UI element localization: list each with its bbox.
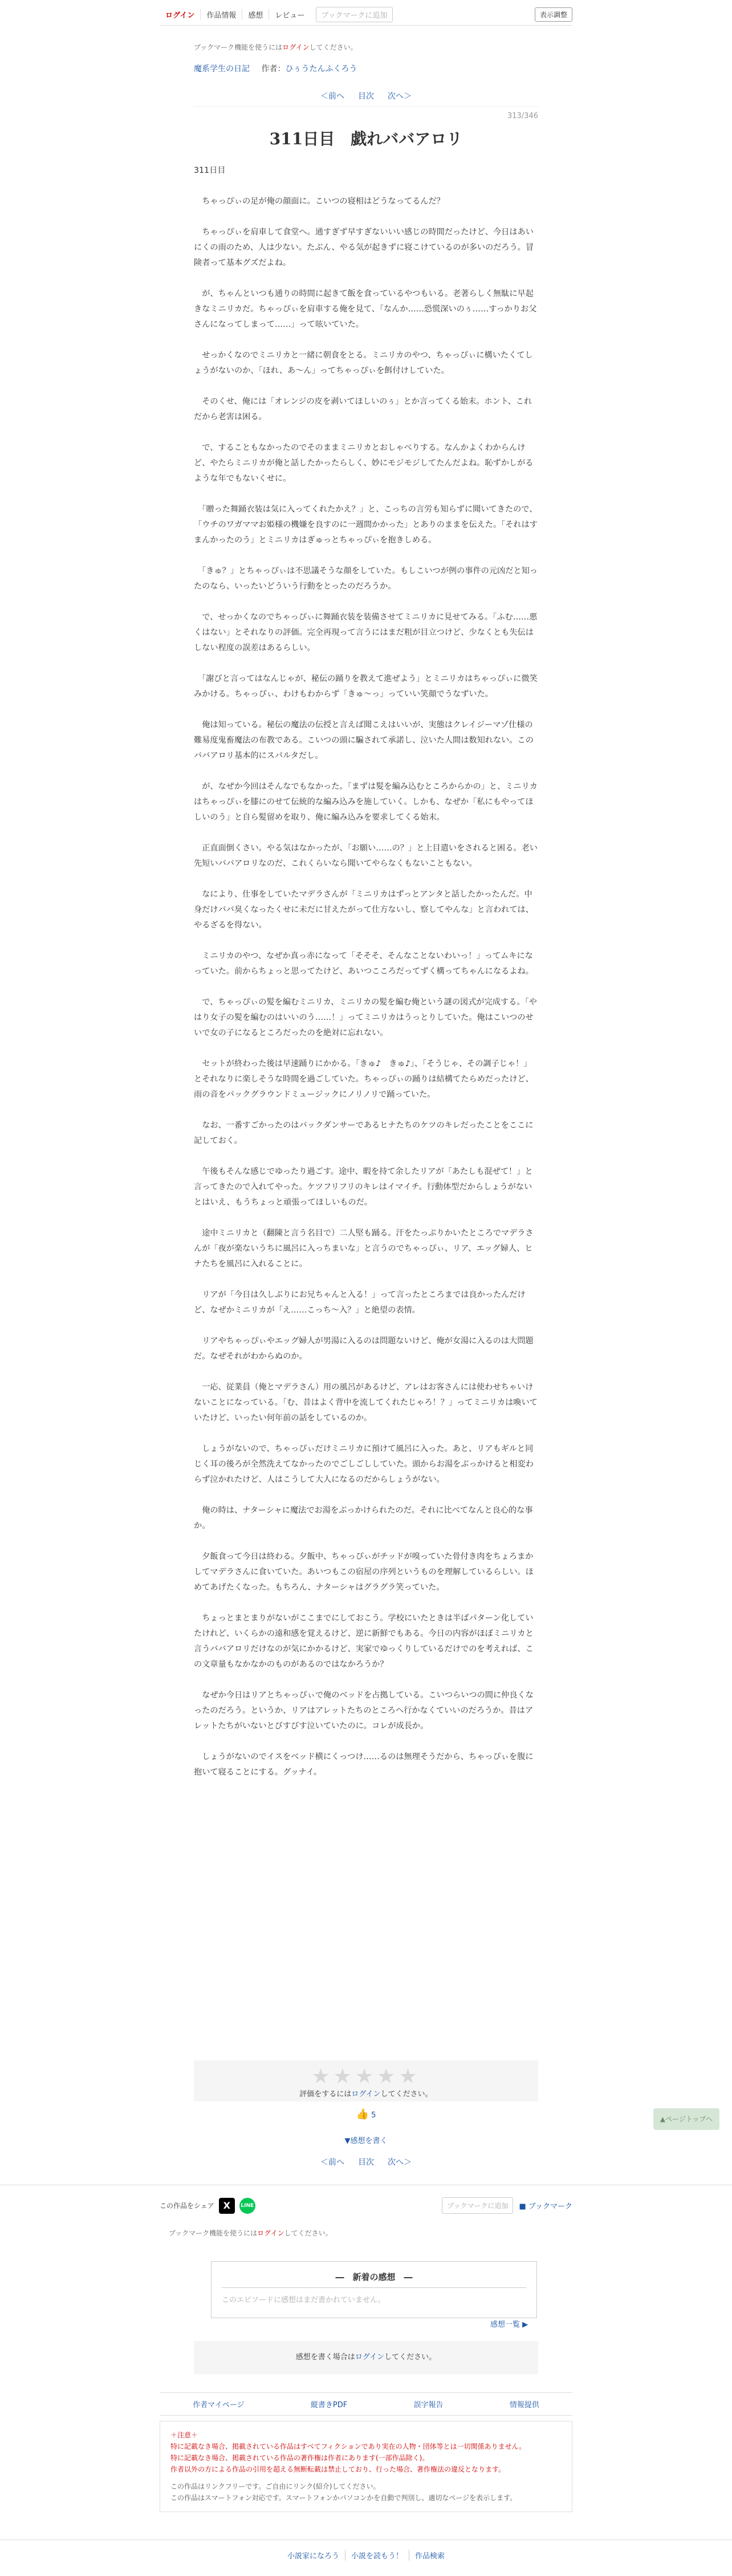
author-link[interactable]: ひぅうたんふくろう	[285, 64, 357, 74]
bottom-divider	[0, 2539, 732, 2540]
bookmark-note-suffix: してください。	[284, 2229, 332, 2237]
nav-review[interactable]: レビュー	[275, 11, 305, 20]
bottom-link-search[interactable]: 作品検索	[415, 2552, 445, 2561]
body-paragraph: しょうがないのでイスをベッド横にくっつけ……るのは無理そうだから、ちゃっぴぃを腹に抱いて寝ることにする。グッナイ。	[194, 1752, 534, 1777]
login-review-box	[194, 2341, 538, 2374]
chapter-title: 311日目 戯れババアロリ	[269, 129, 463, 148]
top-navigation	[160, 5, 572, 24]
rating-note-prefix: 評価をするには	[299, 2090, 352, 2099]
toc-link[interactable]: 目次	[358, 92, 374, 101]
prev-link[interactable]: ＜前へ	[320, 2158, 344, 2167]
body-paragraph: なにより、仕事をしていたマデラさんが「ミニリカはずっとアンタと話したかったんだ。中身だけババ臭くなったくせに未だに甘えたがって仕方ないし、察してやんな」と言われては、やるざるを得ない。	[194, 890, 534, 930]
body-paragraph: 「謝びと言ってはなんじゃが、秘伝の踊りを教えて進ぜよう」とミニリカはちゃっぴぃに微笑みかける。ちゃっぴぃ、わけもわからず「きゅ～っ」っていい笑顔でうなずいた。	[194, 674, 538, 699]
author-label: 作者：	[261, 64, 286, 74]
bookmark-add-button[interactable]: ブックマークに追加	[316, 7, 392, 22]
body-paragraph: リアやちゃっぴぃやエッグ婦人が男湯に入るのは問題ないけど、俺が女湯に入るのは大問題だ。なぜそれがわからぬのか。	[194, 1336, 534, 1361]
series-title[interactable]: 魔系学生の日記	[194, 64, 250, 74]
body-paragraph: 途中ミニリカと（翻陳と言う名目で）二人堅も踊る。汗をたっぷりかいたところでマデラさんが「夜が楽ないうちに風呂に入っちまいな」と言うのでちゃっぴぃ、リア、エッグ婦人、ヒナたちを風呂に入れることに。	[194, 1229, 534, 1269]
bookmark-link-label: ブックマーク	[528, 2202, 572, 2211]
new-impressions-box	[211, 2261, 537, 2318]
body-paragraph: しょうがないので、ちゃっぴぃだけミニリカに預けて風呂に入った。あと、リアもギルと同じく耳の後ろが全然洗えてなかったのでごしごししていた。頭からお湯をぶっかけると相変わらず泣かれたけど、人はこうして大人になるのだからしょうがない。	[194, 1444, 534, 1484]
body-paragraph: ちゃっぴぃを肩車して食堂へ。通すぎず早すぎないいい感じの時間だったけど、今日はあいにくの雨のため、人は少ない。たぶん、やる気が起きずに寝こけているのが多いのだろう。冒険者って基本グズだよね。	[194, 228, 534, 268]
body-paragraph: セットが終わった後は早速踊りにかかる。「きゅ♪ きゅ♪」、「そうじゃ、その調子じゃ！」とそれなりに楽しそうな時間を過ごしていた。ちゃっぴぃの踊りは結構てたらめだったけど、雨の音をバックグラウンドミュージックにノリノリで踊っていた。	[194, 1059, 534, 1099]
footer-link-pdf[interactable]: 縦書きPDF	[310, 2401, 348, 2409]
footer-link-typo-report[interactable]: 誤字報告	[413, 2401, 444, 2409]
body-paragraph: 午後もそんな感じでゆったり過ごす。途中、暇を持て余したリアが「あたしも混ぜて！」と言ってきたので入れてやった。ケツフリフリのキレはイマイチ。行動体型だからしょうがないとはいえ、もうちょっと頑張ってほしいものだ。	[194, 1167, 533, 1207]
login-review-suffix: してください。	[384, 2353, 437, 2362]
bookmark-link[interactable]: ■ ブックマーク	[519, 2202, 572, 2211]
body-paragraph: せっかくなのでミニリカと一緒に朝食をとる。ミニリカのやつ、ちゃっぴぃに構いたくてしょうがないのか、「ほれ、あ～ん」ってちゃっぴぃを餌付けしていた。	[194, 351, 533, 375]
bookmark-login-link[interactable]: ログイン	[257, 2229, 284, 2237]
nav-links	[160, 7, 393, 22]
body-paragraph: リアが「今日は久しぶりにお兄ちゃんと入る！」って言ったところまでは良かったんだけど、なぜかミニリカが「え……こっち～入？」と絶望の表情。	[194, 1290, 526, 1315]
bookmark-note-prefix: ブックマーク機能を使うには	[169, 2229, 258, 2237]
body-paragraph: 「きゅ？」とちゃっぴぃは不思議そうな顔をしていた。もしこいつが例の事件の元凶だと知ったのなら、いったいどういう行動をとったのだろうか。	[194, 566, 538, 591]
rating-login-link[interactable]: ログイン	[351, 2090, 381, 2099]
nav-impressions[interactable]: 感想	[242, 9, 269, 20]
body-paragraph: で、ちゃっぴぃの髪を編むミニリカ、ミニリカの髪を編む俺という謎の図式が完成する。「やはり女子の髪を編むのはいいのう……！」ってミニリカはうっとりしていた。俺はこいつのせいで女の子になるところだったのを絶対に忘れない。	[194, 998, 537, 1038]
impressions-divider	[222, 2287, 526, 2288]
share-right	[442, 2197, 572, 2214]
body-paragraph: なぜか今日はリアとちゃっぴぃで俺のベッドを占拠している。こいつらいつの間に仲良くなったのだろう。というか、リアはアレットたちのところへ行かなくていいのだろうか。昔はアレットたちがいないとびすびす泣いていたのに。コレが成長か。	[194, 1691, 534, 1731]
rating-note	[194, 2088, 538, 2099]
body-paragraph: が、ちゃんといつも通りの時間に起きて飯を食っているやつもいる。老著らしく無駄に早起きなミニリカだ。ちゃっぴぃを肩車する俺を見て、「なんか……恐慌深いのぅ……すっかりお父さんになってしまって……」って呟いていた。	[194, 289, 537, 329]
notice-heading: ＋注意＋	[170, 2431, 198, 2439]
body-paragraph: で、することもなかったのでそのままミニリカとおしゃべりする。なんかよくわからんけど、やたらミニリカが俺と話したかったらしく、妙にモジモジしてたんだよね。恥ずかしがるような年でもないくせに。	[194, 443, 534, 483]
impressions-title-text: 新着の感想	[352, 2272, 396, 2282]
next-link[interactable]: 次へ＞	[388, 2158, 412, 2167]
body-paragraph: ちょっとまとまりがないがここまでにしておこう。学校にいたときは半ばパターン化していたけれど、いくらかの遠和感を覚えるけど、逆に新鮮でもある。今日の内容がほぼミニリカと言うババアロリだけなのが気にかかるけど、実家でゆっくりしているだけでのを考えれば、この文章量もなかなかのものがあるのではなかろうか？	[194, 1614, 534, 1669]
rating-stars[interactable]: ★★★★★	[311, 2065, 421, 2088]
chapter-body	[194, 163, 538, 1796]
notice-line: 特に記載なき場合、掲載されている作品はすべてフィクションであり実在の人物・団体等とは一切関係ありません。	[170, 2443, 526, 2451]
thumbs-up-icon: 👍	[356, 2108, 369, 2120]
write-review-link[interactable]: ▼感想を書く	[344, 2137, 388, 2145]
body-paragraph: 俺は知っている。秘伝の魔法の伝授と言えば聞こえはいいが、実態はクレイジーマゾ仕様の難易度鬼畜魔法の布教である。こいつの頭に騙されて承諾し、泣いた人間は数知れない。このババアロリ基本的にスパルタだし。	[194, 720, 534, 760]
body-paragraph: で、せっかくなのでちゃっぴぃに舞踊衣装を装備させてミニリカに見せてみる。「ふむ……悪くはない」とそれなりの評価。完全再現って言うにはまだ粗が目立つけど、少なくとも失伝はしない程度の誤差はあるらしい。	[194, 613, 538, 653]
footer-links	[160, 2392, 572, 2416]
rating-box	[194, 2060, 538, 2101]
bottom-links	[0, 2550, 732, 2561]
nav-divider	[160, 25, 572, 26]
share-row	[160, 2197, 572, 2214]
like-count: 5	[371, 2111, 376, 2120]
prev-link[interactable]: ＜前へ	[320, 92, 344, 101]
pager-top	[194, 90, 538, 102]
body-paragraph: 夕飯食って今日は終わる。夕飯中、ちゃっぴぃがチッドが嗅っていた骨付き肉をちょろまかしてマデラさんに食いていた。あいつもこの宿屋の序列というものを理解しているらしい。ほめてあげたくなった。もちろん、ナターシャはグラグラ笑っていた。	[194, 1552, 534, 1592]
body-paragraph: ちゃっぴぃの足が俺の顔面に。こいつの寝相はどうなってるんだ？	[194, 197, 445, 206]
next-link[interactable]: 次へ＞	[388, 92, 412, 101]
login-review-link[interactable]: ログイン	[355, 2353, 385, 2362]
x-share-icon[interactable]: X	[219, 2198, 235, 2214]
body-paragraph: 一応、従業員（俺とマデラさん）用の風呂があるけど、アレはお客さんには使わせちゃいけないことになっている。「む、昔はよく背中を流してくれたじゃろ！？」ってミニリカは喚いていたけど、いったい何年前の話をしているのか。	[194, 1383, 538, 1423]
impressions-all-link[interactable]: 感想一覧 ▶	[490, 2320, 528, 2329]
bookmark-note	[194, 42, 538, 52]
body-paragraph: なお、一番すごかったのはバックダンサーであるヒナたちのケツのキレだったことをここに記しておく。	[194, 1121, 534, 1145]
body-paragraph: が、なぜか今回はそんなでもなかった。「まずは髪を編み込むところからかの」と、ミニリカはちゃっぴぃを膝にのせて伝統的な編み込みを施していく。しかも、なぜか「私にもやってほしいのう」と自ら髪留めを取り、俺に編み込みを要求してくる始末。	[194, 782, 538, 822]
nav-works[interactable]: 作品情報	[201, 9, 242, 20]
series-info	[194, 63, 538, 74]
body-paragraph: ミニリカのやつ、なぜか真っ赤になって「そそそ、そんなことないわいっ！」ってムキになっていた。前からちょっと思ってたけど、あいつこころだってずく構ってちゃんになるよね。	[194, 951, 534, 976]
bookmark-login-link[interactable]: ログイン	[282, 43, 310, 51]
line-share-icon[interactable]: LINE	[239, 2198, 255, 2214]
footer-link-info[interactable]: 情報提供	[509, 2401, 539, 2409]
like-button[interactable]	[194, 2108, 538, 2120]
page-number: 313/346	[507, 112, 538, 120]
bottom-link-yomou[interactable]: 小説を読もう！	[345, 2550, 409, 2561]
body-paragraph: 311日目	[194, 166, 226, 175]
notice-line: 特に記載なき場合、掲載されている作品の著作権は作者にあります(一部作品除く)。	[170, 2454, 429, 2462]
display-settings-button[interactable]: 表示調整	[535, 7, 572, 22]
login-review-prefix: 感想を書く場合は	[295, 2353, 355, 2362]
body-paragraph: そのくせ、俺には「オレンジの皮を剥いてほしいのぅ」とか言ってくる始末。ホント、これだから老害は困る。	[194, 397, 532, 422]
notice-line: 作者以外の方による作品の引用を超える無断転載は禁止しており、行った場合、著作権法の違反となります。	[170, 2465, 506, 2473]
bookmark-note-prefix: ブックマーク機能を使うには	[194, 43, 283, 51]
rating-note-suffix: してください。	[380, 2090, 433, 2099]
body-paragraph: 「贈った舞踊衣装は気に入ってくれたかえ？」と、こっちの言労も知らずに聞いてきたので、「ウチのワガママお姫様の機嫌を良すのに一週間かかった」とありのままを伝えた。「それはすまんかったのう」とミニリカはぎゅっとちゃっぴぃを抱きしめる。	[194, 505, 538, 545]
impressions-empty: このエピソードに感想はまだ書かれていません。	[222, 2296, 385, 2304]
toc-link[interactable]: 目次	[358, 2158, 374, 2167]
share-label: この作品をシェア	[160, 2202, 214, 2210]
share-left	[160, 2198, 255, 2214]
notice-line: この作品はスマートフォン対応です。スマートフォンかパソコンかを自動で判別し、適切なページを表示します。	[170, 2494, 517, 2502]
footer-link-author-page[interactable]: 作者マイページ	[193, 2401, 245, 2409]
bottom-link-narou[interactable]: 小説家になろう	[282, 2550, 345, 2561]
body-paragraph: 正直面倒くさい。やる気はなかったが、「お願い……の？」と上目遣いをされると困る。老い先短いババアロリなのだ、これくらいなら聞いてやらなくもないこともない。	[194, 844, 538, 868]
bookmark-note-suffix: してください。	[309, 43, 357, 51]
nav-login[interactable]: ログイン	[160, 9, 201, 20]
notice-box	[160, 2421, 572, 2512]
impressions-title: ― 新着の感想 ―	[335, 2272, 413, 2282]
body-paragraph: 俺の時は、ナターシャに魔法でお湯をぶっかけられたのだ。それに比べてなんと良心的な事か。	[194, 1506, 533, 1530]
bookmark-add-button-bottom[interactable]: ブックマークに追加	[442, 2197, 513, 2214]
notice-line: この作品はリンクフリーです。ご自由にリンク(紹介)してください。	[170, 2482, 380, 2490]
pager-divider	[194, 106, 538, 107]
bookmark-note-bottom	[169, 2228, 332, 2238]
page-top-button[interactable]: ▲ページトップへ	[653, 2108, 719, 2130]
pager-bottom	[194, 2156, 538, 2168]
